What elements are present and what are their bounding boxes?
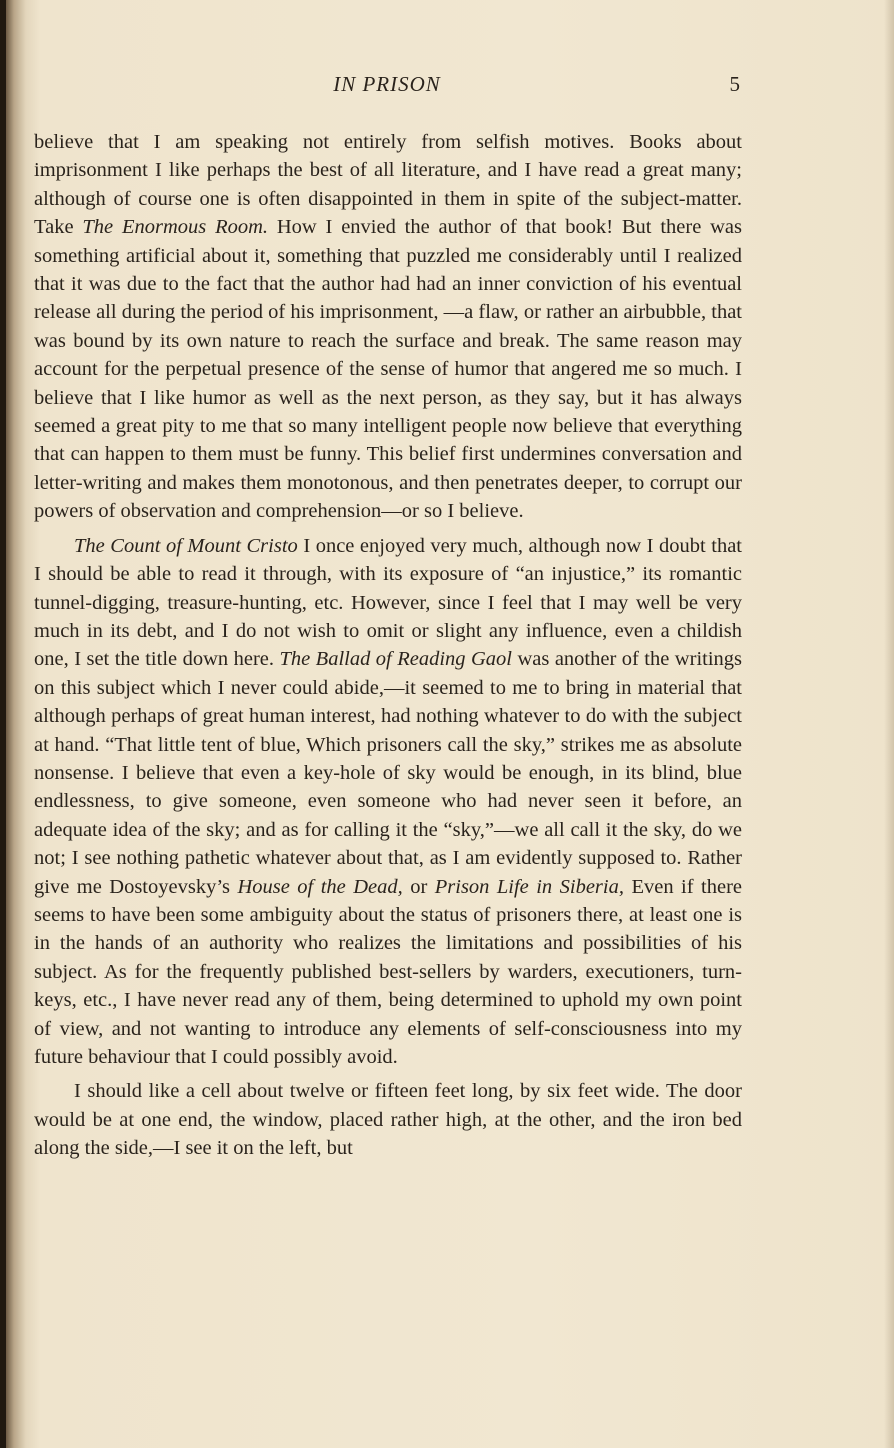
page-header (34, 72, 740, 102)
text-run: Even if there seems to have been some ambiguity about the status of prisoners there, at least one is in the hands of an authority who realizes the limitations and possibilities of his subject. As for the frequently published best-sellers by warders, executioners, turn-keys, etc., I have never read any of them, being determined to uphold my own point of view, and not wanting to introduce any elements of self-consciousness into my future behaviour that I could possibly avoid. (34, 875, 742, 1068)
body-text (34, 128, 742, 1163)
paragraph (34, 128, 742, 526)
text-run: was another of the writings on this subject which I never could abide,—it seemed to me to bring in material that although perhaps of great human interest, had nothing whatever to do with the subject at hand. “That little tent of blue, Which prisoners call the sky,” strikes me as absolute nonsense. I believe that even a key-hole of sky would be enough, in its blind, blue endlessness, to give someone, even someone who had never seen it before, an adequate idea of the sky; and as for calling it the “sky,”—we all call it the sky, do we not; I see nothing pathetic whatever about that, as I am evidently supposed to. Rather give me Dostoyevsky’s (34, 648, 743, 898)
text-run: I should like a cell about twelve or fifteen feet long, by six feet wide. The door would be at one end, the window, placed rather high, at the other, and the iron bed along the side,—I see it on the left, but (34, 1080, 742, 1160)
text-run: believe that I am speaking not entirely from selfish motives. Books about imprisonment I like perhaps the best of all literature, and I have read a great many; although of course one is often disappointed in them in spite of the subject-matter. Take (34, 131, 742, 239)
text-run: I once enjoyed very much, although now I doubt that I should be able to read it through, with its exposure of “an injustice,” its romantic tunnel-digging, treasure-hunting, etc. However, since I feel that I may well be very much in its debt, and I do not wish to omit or slight any influence, even a childish one, I set the title down here. (34, 534, 743, 671)
running-title: IN PRISON (333, 72, 441, 96)
text-run: How I envied the author of that book! But there was something artificial about it, something that puzzled me considerably until I realized that it was due to the fact that the author had had an inner conviction of his eventual release all during the period of his imprisonment, —a flaw, or rather an airbubble, that was bound by its own nature to reach the surface and break. The same reason may account for the perpetual presence of the sense of humor that angered me so much. I believe that I like humor as well as the next person, as they say, but it has always seemed a great pity to me that so many intelligent people now believe that everything that can happen to them must be funny. This belief first undermines conversation and letter-writing and makes them monotonous, and then penetrates deeper, to corrupt our powers of observation and comprehension—or so I believe. (34, 216, 743, 523)
italic-title: House of the Dead, (237, 875, 403, 898)
text-run: or (402, 875, 435, 898)
italic-title: The Ballad of Reading Gaol (279, 648, 513, 671)
paragraph (34, 532, 742, 1072)
spine-shadow (0, 0, 6, 1448)
paragraph (34, 1077, 742, 1162)
italic-title: The Enormous Room. (82, 216, 269, 239)
page-number: 5 (729, 72, 740, 96)
italic-title: The Count of Mount Cristo (74, 534, 298, 557)
italic-title: Prison Life in Siberia, (434, 875, 624, 898)
page-edge (884, 0, 894, 1448)
